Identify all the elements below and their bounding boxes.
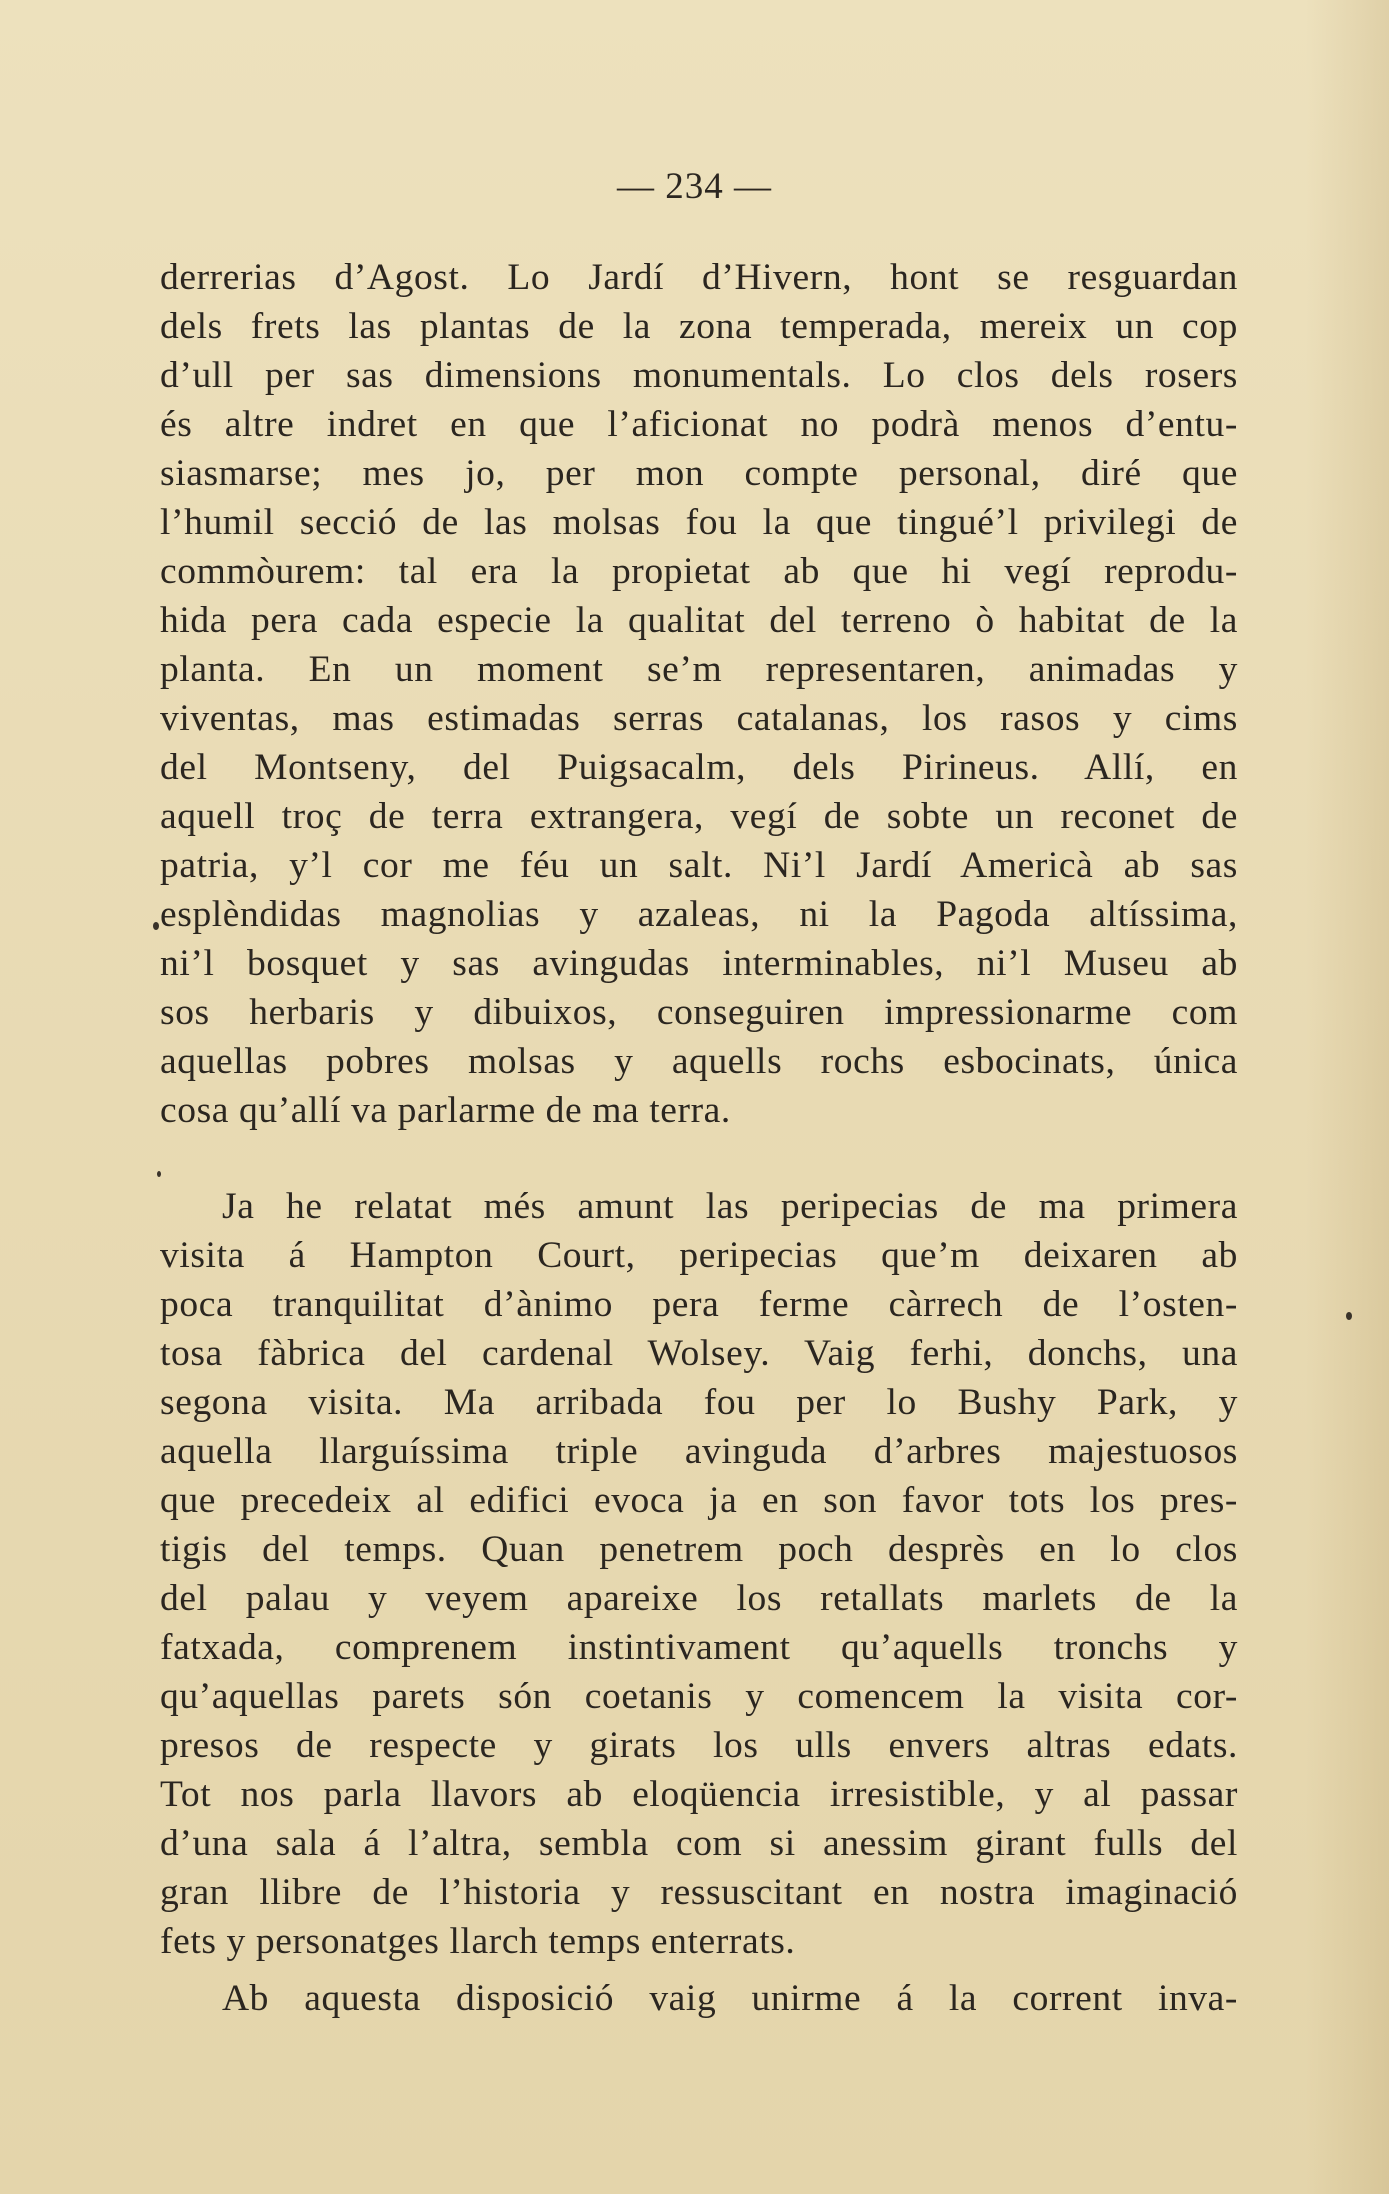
paragraph-2 (160, 1182, 1238, 1966)
text-line: cosa qu’allí va parlarme de ma terra. (160, 1090, 731, 1131)
text-line: derrerias d’Agost. Lo Jardí d’Hivern, hont se resguardan (160, 257, 1238, 298)
text-line: tosa fàbrica del cardenal Wolsey. Vaig ferhi, donchs, una (160, 1333, 1238, 1374)
text-line: del palau y veyem apareixe los retallats marlets de la (160, 1578, 1238, 1619)
text-line: poca tranquilitat d’ànimo pera ferme càrrech de l’osten- (160, 1284, 1238, 1325)
text-line: visita á Hampton Court, peripecias que’m deixaren ab (160, 1235, 1238, 1276)
text-line: ni’l bosquet y sas avingudas interminables, ni’l Museu ab (160, 943, 1238, 984)
text-line: del Montseny, del Puigsacalm, dels Pirineus. Allí, en (160, 747, 1238, 788)
text-line: aquella llarguíssima triple avinguda d’arbres majestuosos (160, 1431, 1238, 1472)
ink-spot (1346, 1312, 1352, 1320)
text-line: siasmarse; mes jo, per mon compte personal, diré que (160, 453, 1238, 494)
text-line: esplèndidas magnolias y azaleas, ni la Pagoda altíssima, (160, 894, 1238, 935)
text-line: fatxada, comprenem instintivament qu’aquells tronchs y (160, 1627, 1238, 1668)
text-line: patria, y’l cor me féu un salt. Ni’l Jardí Americà ab sas (160, 845, 1238, 886)
text-line: Ja he relatat més amunt las peripecias de ma primera (222, 1186, 1238, 1227)
page-number: — 234 — (617, 166, 772, 207)
text-line: sos herbaris y dibuixos, conseguiren impressionarme com (160, 992, 1238, 1033)
text-line: fets y personatges llarch temps enterrats. (160, 1921, 796, 1962)
text-line: commòurem: tal era la propietat ab que hi vegí reprodu- (160, 551, 1238, 592)
text-line: dels frets las plantas de la zona temperada, mereix un cop (160, 306, 1238, 347)
text-line: d’ull per sas dimensions monumentals. Lo clos dels rosers (160, 355, 1238, 396)
text-line: segona visita. Ma arribada fou per lo Bushy Park, y (160, 1382, 1238, 1423)
text-line: aquell troç de terra extrangera, vegí de sobte un reconet de (160, 796, 1238, 837)
text-line: aquellas pobres molsas y aquells rochs esbocinats, única (160, 1041, 1238, 1082)
ink-spot (153, 922, 159, 930)
text-line: Tot nos parla llavors ab eloqüencia irresistible, y al passar (160, 1774, 1238, 1815)
paragraph-3 (160, 1974, 1238, 2023)
text-line: viventas, mas estimadas serras catalanas, los rasos y cims (160, 698, 1238, 739)
text-line: és altre indret en que l’aficionat no podrà menos d’entu- (160, 404, 1238, 445)
text-line: gran llibre de l’historia y ressuscitant en nostra imaginació (160, 1872, 1238, 1913)
text-line: tigis del temps. Quan penetrem poch desprès en lo clos (160, 1529, 1238, 1570)
paragraph-1 (160, 253, 1238, 1135)
ink-spot (157, 1171, 161, 1177)
text-line: presos de respecte y girats los ulls envers altras edats. (160, 1725, 1238, 1766)
text-line: d’una sala á l’altra, sembla com si anessim girant fulls del (160, 1823, 1238, 1864)
text-line: hida pera cada especie la qualitat del terreno ò habitat de la (160, 600, 1238, 641)
text-line: Ab aquesta disposició vaig unirme á la corrent inva- (222, 1978, 1238, 2019)
text-line: planta. En un moment se’m representaren, animadas y (160, 649, 1238, 690)
text-line: que precedeix al edifici evoca ja en son favor tots los pres- (160, 1480, 1238, 1521)
text-line: qu’aquellas parets són coetanis y comencem la visita cor- (160, 1676, 1238, 1717)
text-line: l’humil secció de las molsas fou la que tingué’l privilegi de (160, 502, 1238, 543)
